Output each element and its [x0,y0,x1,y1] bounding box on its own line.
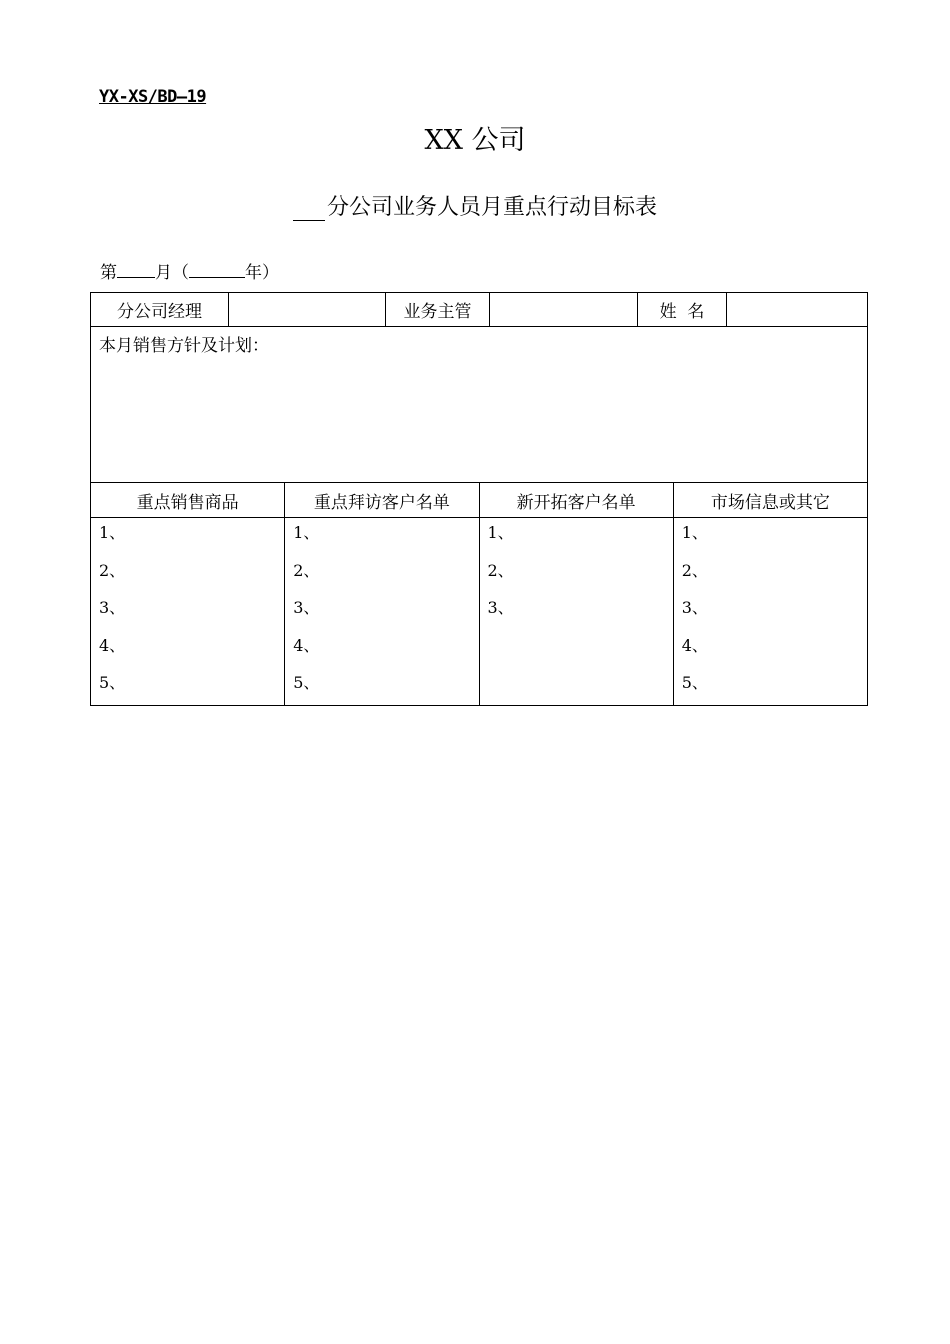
supervisor-label: 业务主管 [386,293,490,326]
column-key-products [91,518,285,705]
plan-label: 本月销售方针及计划： [99,336,269,356]
list-item[interactable]: 5、 [681,673,708,692]
year-label: 年） [245,263,279,283]
period-prefix: 第 [100,263,117,283]
header-key-visits: 重点拜访客户名单 [285,483,479,517]
branch-name-blank[interactable] [293,198,325,221]
header-market-info: 市场信息或其它 [710,492,830,513]
list-item[interactable]: 1、 [487,523,514,542]
list-item[interactable]: 3、 [99,598,126,617]
column-new-customers [480,518,674,705]
month-blank[interactable] [117,261,155,278]
header-key-products: 重点销售商品 [91,483,285,517]
month-label: 月（ [155,263,189,283]
form-title [0,190,950,221]
list-item[interactable]: 5、 [99,673,126,692]
plan-section[interactable] [91,327,867,483]
company-name: XX 公司 [424,125,526,156]
manager-field[interactable] [229,293,386,326]
list-item[interactable]: 2、 [293,560,320,580]
form-title-text: 分公司业务人员月重点行动目标表 [326,195,657,220]
list-item[interactable]: 4、 [99,635,126,655]
name-field[interactable] [727,293,867,326]
list-item[interactable]: 4、 [293,635,320,655]
period-line [100,258,279,283]
list-item[interactable]: 3、 [681,598,708,617]
supervisor-field[interactable] [490,293,638,326]
header-new-customers: 新开拓客户名单 [480,483,674,517]
table-body [91,518,867,705]
column-market-info [674,518,867,705]
column-key-visits [285,518,479,705]
document-code: YX-XS/BD—19 [99,87,207,107]
info-row [91,293,867,327]
year-blank[interactable] [189,261,245,278]
list-item[interactable]: 1、 [681,523,708,542]
manager-label: 分公司经理 [91,293,229,326]
list-item[interactable]: 1、 [99,523,126,542]
list-item[interactable]: 3、 [293,598,320,617]
list-item[interactable]: 2、 [487,560,514,580]
list-item[interactable]: 1、 [293,523,320,542]
target-table [90,292,868,706]
list-item[interactable]: 2、 [99,560,126,580]
list-item[interactable]: 4、 [681,635,708,655]
list-item[interactable]: 5、 [293,673,320,692]
column-headers [91,483,867,518]
name-label: 姓 名 [638,293,727,326]
list-item[interactable]: 2、 [681,560,708,580]
list-item[interactable]: 3、 [487,598,514,617]
